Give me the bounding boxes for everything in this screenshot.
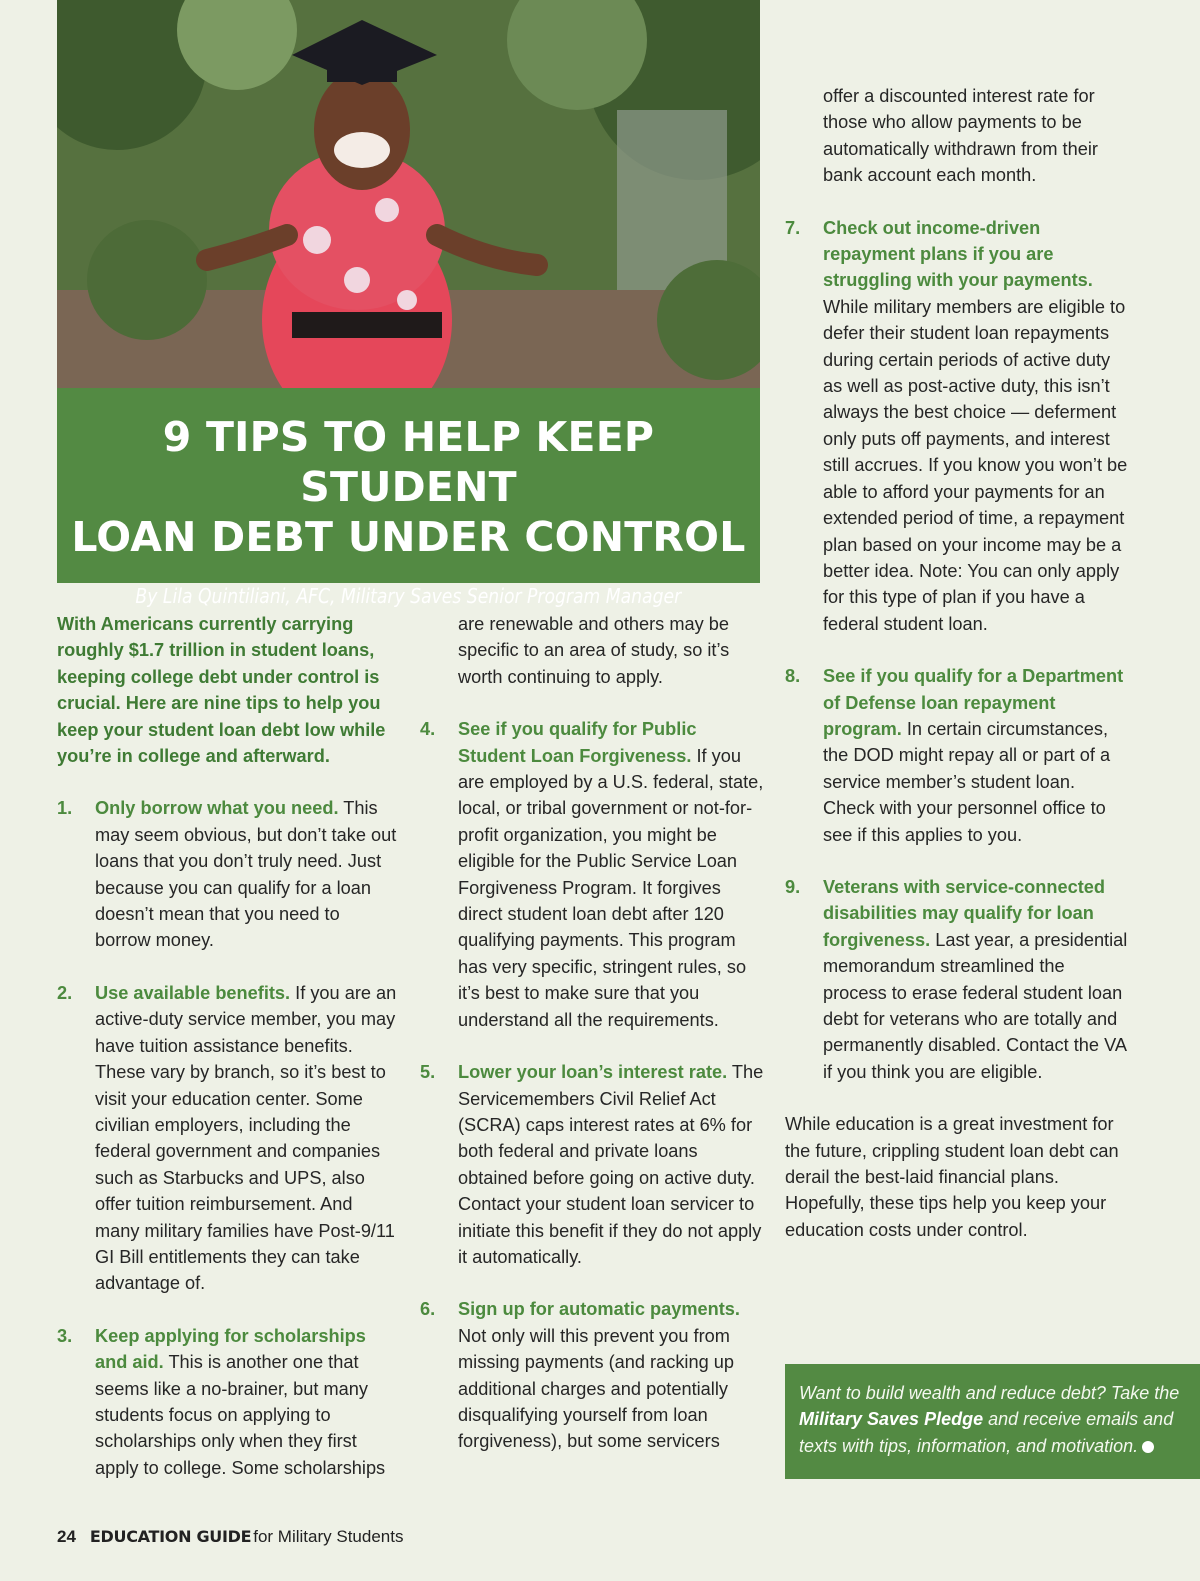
tip-number: 8. <box>785 666 801 687</box>
callout-text-after: and receive emails and texts with tips, information, and motivation. <box>799 1409 1174 1456</box>
tip-number: 9. <box>785 876 801 897</box>
closing-paragraph: While education is a great investment for the future, crippling student loan debt can derail the best-laid financial plans. Hopefully, these tips help you keep your education costs under control. <box>785 1114 1119 1240</box>
tip-item <box>420 1059 765 1270</box>
tip-item <box>57 795 399 953</box>
publication-brand: EDUCATION GUIDE <box>89 1527 252 1546</box>
tip-item <box>785 874 1130 1085</box>
tip-heading: Only borrow what you need. <box>95 798 339 819</box>
tip-item <box>420 1296 765 1454</box>
tip-heading: Keep applying for scholarships and aid. <box>95 1325 366 1373</box>
end-mark-icon <box>1142 1441 1154 1453</box>
tip-number: 6. <box>420 1299 436 1320</box>
tip-text: Last year, a presidential memorandum streamlined the process to erase federal student loan debt for veterans who are totally and permanently disabled. Contact the VA if you think you are eligible. <box>823 929 1128 1082</box>
pledge-callout <box>785 1364 1200 1479</box>
tip-6-continued: offer a discounted interest rate for those who allow payments to be automatically withdrawn from their bank account each month. <box>823 86 1098 186</box>
tip-heading: Veterans with service-connected disabilities may qualify for loan forgiveness. <box>823 876 1106 950</box>
byline: By Lila Quintiliani, AFC, Military Saves Senior Program Manager <box>135 584 682 608</box>
callout-text-before: Want to build wealth and reduce debt? Take the <box>799 1383 1180 1403</box>
tip-text: If you are employed by a U.S. federal, state, local, or tribal government or not-for-profit organization, you might be eligible for the Public Service Loan Forgiveness Program. It forgives direct student loan debt after 120 qualifying payments. This program has very specific, stringent rules, so it’s best to make sure that you understand all the requirements. <box>458 745 764 1030</box>
tip-number: 2. <box>57 982 73 1003</box>
tip-number: 1. <box>57 798 73 819</box>
tip-heading: Use available benefits. <box>95 982 291 1003</box>
title-line-1: 9 TIPS TO HELP KEEP STUDENT <box>162 413 655 511</box>
article-title <box>57 412 760 562</box>
hero-photo <box>57 0 760 388</box>
tip-number: 7. <box>785 217 801 238</box>
tip-text: Not only will this prevent you from missing payments (and racking up additional charges and potentially disqualifying yourself from loan forgiveness), but some servicers <box>458 1325 734 1452</box>
tip-3-continued: are renewable and others may be specific to an area of study, so it’s worth continuing to apply. <box>458 614 730 687</box>
column-3 <box>785 83 1130 1253</box>
tip-heading: See if you qualify for Public Student Loan Forgiveness. <box>458 719 697 766</box>
title-band <box>57 388 760 608</box>
tip-text: This may seem obvious, but don’t take out loans that you don’t truly need. Just because you can qualify for a loan doesn’t mean that you need to borrow money. <box>95 798 397 951</box>
tip-text: The Servicemembers Civil Relief Act (SCRA) caps interest rates at 6% for both federal and private loans obtained before going on active duty. Contact your student loan servicer to initiate this benefit if they do not apply it automatically. <box>458 1062 764 1267</box>
tip-item <box>57 980 399 1297</box>
tip-number: 5. <box>420 1062 436 1083</box>
tip-item <box>785 663 1130 848</box>
publication-subtitle: for Military Students <box>253 1527 404 1546</box>
intro-paragraph: With Americans currently carrying roughly $1.7 trillion in student loans, keeping college debt under control is crucial. Here are nine tips to help you keep your student loan debt low while you’re in college and afterward. <box>57 614 386 767</box>
tip-number: 4. <box>420 719 436 740</box>
tip-heading: Sign up for automatic payments. <box>458 1299 740 1320</box>
page-number: 24 <box>57 1527 76 1546</box>
page-footer <box>57 1527 403 1547</box>
graduate-photo-illustration <box>57 0 760 388</box>
tip-text: This is another one that seems like a no-brainer, but many students focus on applying to scholarships only when they first apply to college. Some scholarships <box>95 1352 386 1478</box>
tip-number: 3. <box>57 1325 73 1346</box>
tip-item <box>57 1323 399 1481</box>
tip-item <box>785 215 1130 638</box>
tip-heading: See if you qualify for a Department of Defense loan repayment program. <box>823 666 1124 739</box>
military-saves-pledge-link[interactable]: Military Saves Pledge <box>799 1409 984 1430</box>
tip-text: If you are an active-duty service member, you may have tuition assistance benefits. These vary by branch, so it’s best to visit your education center. Some civilian employers, including the federal government and companies such as Starbucks and UPS, also offer tuition reimbursement. And many military families have Post-9/11 GI Bill entitlements they can take advantage of. <box>95 982 397 1294</box>
tip-heading: Check out income-driven repayment plans if you are struggling with your payments. <box>823 217 1093 291</box>
tip-heading: Lower your loan’s interest rate. <box>458 1062 728 1083</box>
column-1 <box>57 611 399 1481</box>
tip-text: In certain circumstances, the DOD might repay all or part of a service member’s student loan. Check with your personnel office to see if this applies to you. <box>823 718 1111 845</box>
tip-item <box>420 716 765 1033</box>
title-line-2: LOAN DEBT UNDER CONTROL <box>71 513 746 561</box>
tip-text: While military members are eligible to defer their student loan repayments during certain periods of active duty as well as post-active duty, this isn’t always the best choice — deferment only puts off payments, and interest still accrues. If you know you won’t be able to afford your payments for an extended period of time, a repayment plan based on your income may be a better idea. Note: You can only apply for this type of plan if you have a federal student loan. <box>823 296 1128 634</box>
column-2 <box>420 611 765 1455</box>
